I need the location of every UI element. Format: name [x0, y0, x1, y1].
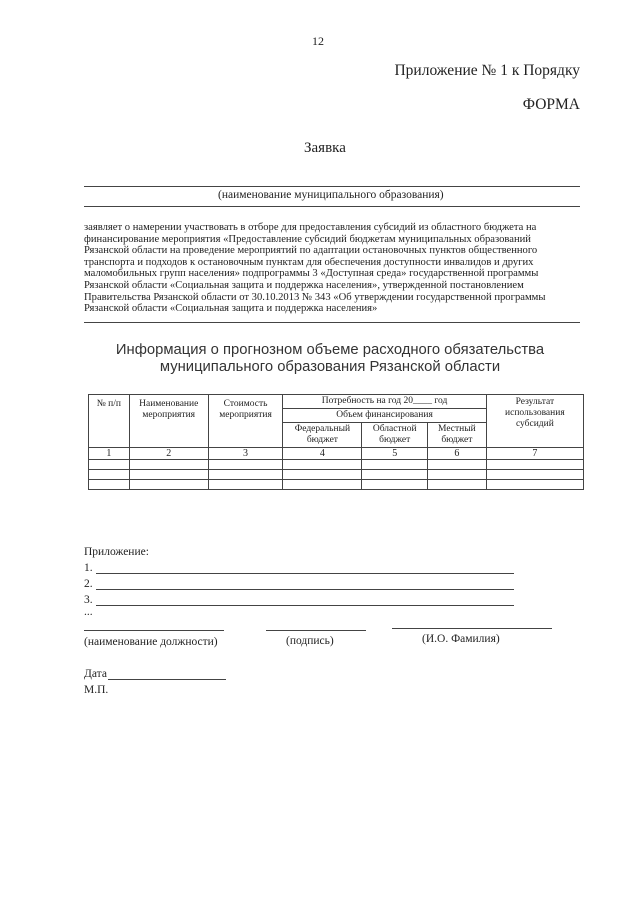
col-number: 3 [208, 448, 283, 460]
col-number: 1 [89, 448, 130, 460]
attachment-item-3: 3. [84, 594, 93, 606]
signature-caption: (подпись) [286, 635, 334, 647]
table-row [89, 480, 584, 490]
table-row [89, 470, 584, 480]
attachment-line-2 [96, 589, 514, 590]
header-cost: Стоимость мероприятия [208, 395, 283, 448]
municipality-line [84, 186, 580, 187]
appendix-label: Приложение № 1 к Порядку [394, 62, 580, 79]
name-line [392, 628, 552, 629]
body-line: Рязанской области «Социальная защита и поддержка населения» [84, 303, 378, 315]
signature-line [266, 630, 366, 631]
header-name: Наименование мероприятия [129, 395, 208, 448]
body-line: транспорта и подходов к остановочным пунктам для обеспечения доступности инвалидов и других [84, 256, 534, 268]
col-number: 7 [486, 448, 583, 460]
info-title [80, 342, 580, 376]
form-label: ФОРМА [522, 96, 580, 113]
header-volume: Объем финансирования [283, 409, 486, 423]
document-title: Заявка [304, 140, 346, 156]
col-number: 2 [129, 448, 208, 460]
body-line: заявляет о намерении участвовать в отборе для предоставления субсидий из областного бюджета на [84, 222, 537, 233]
body-line: Рязанской области на проведение мероприятий по адаптации остановочных пунктов общественного [84, 245, 538, 257]
info-title-line-2: муниципального образования Рязанской области [159, 359, 501, 375]
attachment-line-3 [96, 605, 514, 606]
municipality-line-2 [84, 206, 580, 207]
header-result: Результат использования субсидий [486, 395, 583, 448]
header-need: Потребность на год 20____ год [283, 395, 486, 409]
attachment-item-1: 1. [84, 562, 93, 574]
header-regional: Областной бюджет [362, 423, 428, 448]
page-number: 12 [312, 34, 324, 48]
header-local: Местный бюджет [427, 423, 486, 448]
body-end-line [84, 322, 580, 323]
stamp-label: М.П. [84, 684, 109, 696]
date-line [108, 679, 226, 680]
date-label: Дата [84, 668, 107, 680]
table-row [89, 460, 584, 470]
body-paragraph [84, 222, 580, 315]
header-federal: Федеральный бюджет [283, 423, 362, 448]
position-caption: (наименование должности) [84, 636, 218, 648]
attachment-item-2: 2. [84, 578, 93, 590]
body-line: Правительства Рязанской области от 30.10.2013 № 343 «Об утверждении государственной программы [84, 291, 546, 303]
info-title-line-1: Информация о прогнозном объеме расходного обязательства [115, 342, 545, 358]
body-line: Рязанской области «Социальная защита и поддержка населения», утвержденной постановлением [84, 279, 524, 291]
attachment-label: Приложение: [84, 546, 149, 558]
financing-table [88, 394, 584, 490]
col-number: 6 [427, 448, 486, 460]
municipality-caption: (наименование муниципального образования) [218, 189, 444, 201]
position-line [84, 630, 224, 631]
body-line: маломобильных групп населения» подпрограммы 3 «Доступная среда» государственной программы [84, 268, 539, 280]
col-number: 5 [362, 448, 428, 460]
name-caption: (И.О. Фамилия) [422, 633, 500, 645]
header-num: № п/п [89, 395, 130, 448]
body-line: финансирование мероприятия «Предоставление субсидий бюджетам муниципальных образований [84, 233, 531, 245]
attachment-ellipsis: ... [84, 606, 93, 618]
col-number: 4 [283, 448, 362, 460]
attachment-line-1 [96, 573, 514, 574]
